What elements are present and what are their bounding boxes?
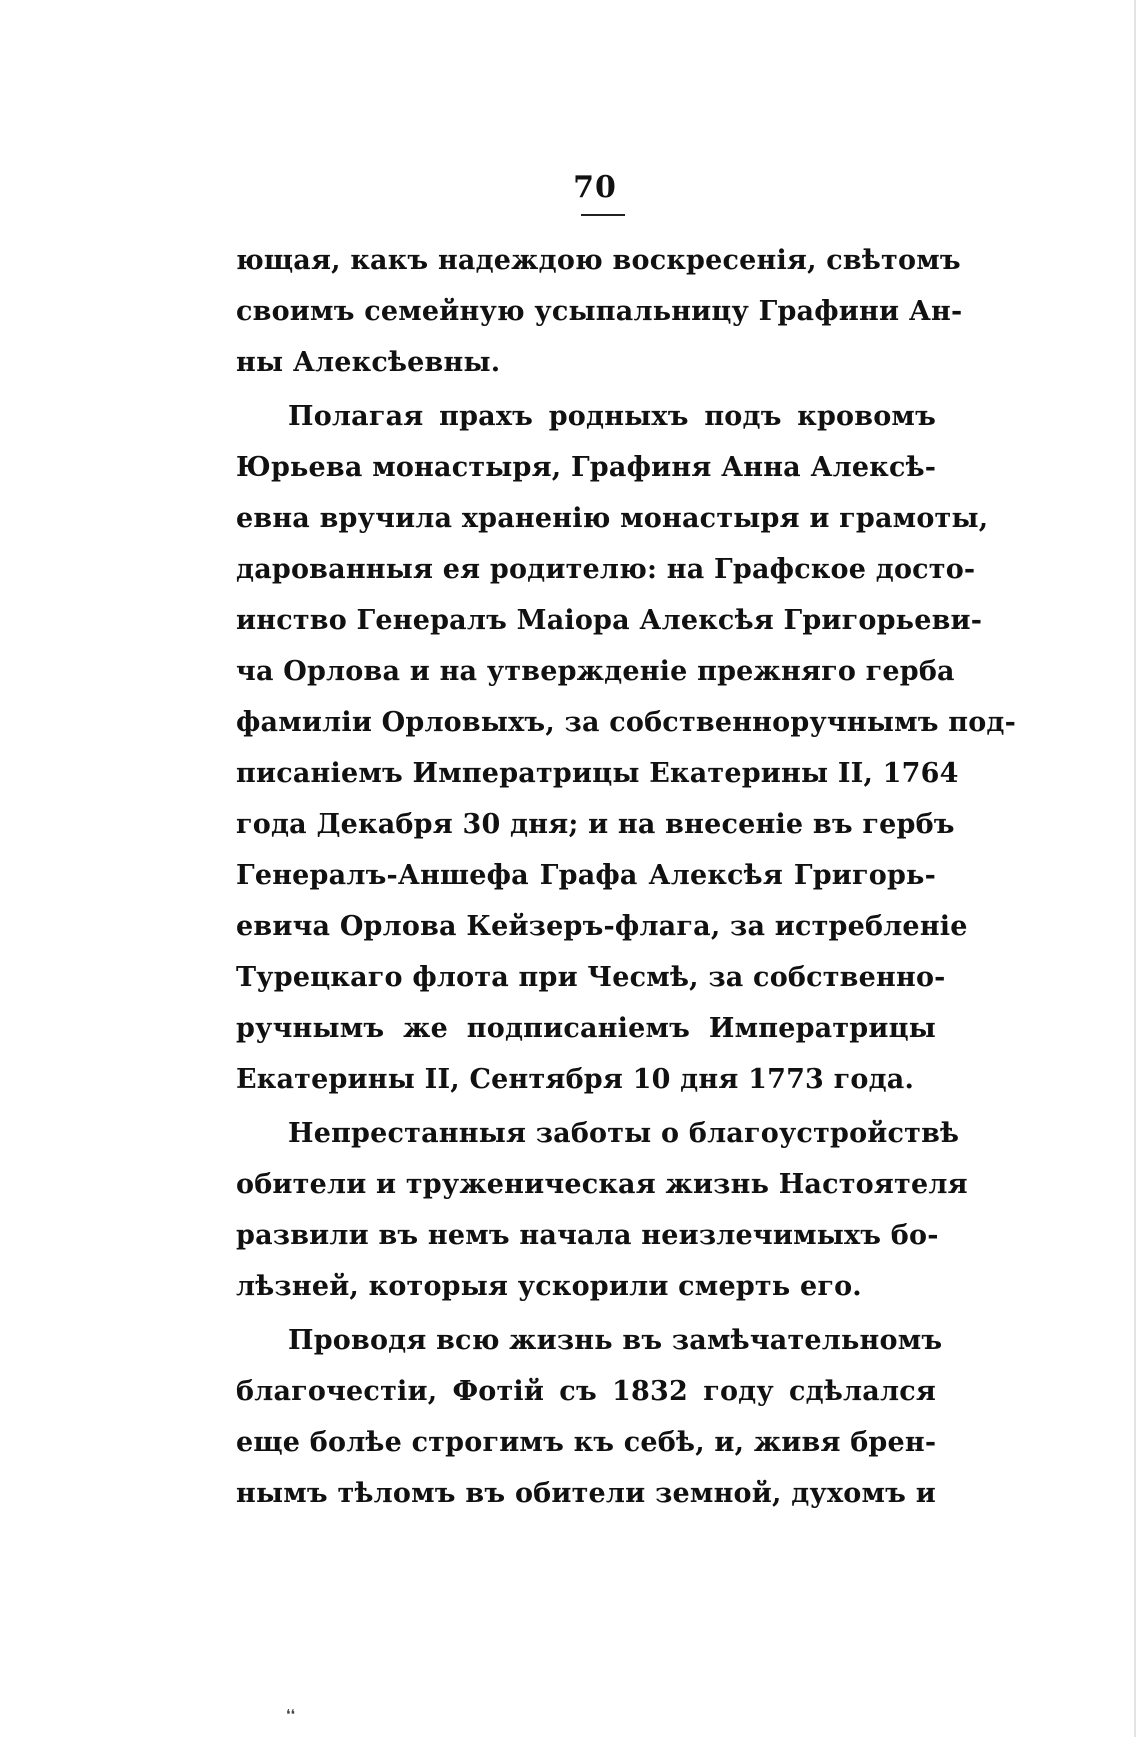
text-line: Полагая прахъ родныхъ подъ кровомъ [288, 401, 936, 432]
text-line: развили въ немъ начала неизлечимыхъ бо- [236, 1220, 939, 1251]
text-line: инство Генералъ Маіора Алексѣя Григорьеви- [236, 605, 983, 636]
text-line: благочестіи, Фотій съ 1832 году сдѣлался [236, 1376, 936, 1407]
text-line: ющая, какъ надеждою воскресенія, свѣтомъ [236, 245, 961, 276]
page-number-rule [581, 214, 625, 216]
scan-edge-shadow [1134, 0, 1136, 1737]
text-line: лѣзней, которыя ускорили смерть его. [236, 1271, 862, 1302]
text-line: Екатерины II, Сентября 10 дня 1773 года. [236, 1064, 915, 1095]
body-text [236, 235, 1017, 1519]
text-line: ча Орлова и на утвержденіе прежняго герба [236, 656, 955, 687]
text-line: нымъ тѣломъ въ обители земной, духомъ и [236, 1478, 936, 1509]
scan-speck: ❛❛ [286, 1707, 296, 1723]
text-line: года Декабря 30 дня; и на внесеніе въ гербъ [236, 809, 955, 840]
text-line: писаніемъ Императрицы Екатерины II, 1764 [236, 758, 959, 789]
text-line: евича Орлова Кейзеръ-флага, за истребленіе [236, 911, 968, 942]
text-line: Генералъ-Аншефа Графа Алексѣя Григорь- [236, 860, 936, 891]
text-line: обители и труженическая жизнь Настоятеля [236, 1169, 968, 1200]
text-line: Юрьева монастыря, Графиня Анна Алексѣ- [236, 452, 937, 483]
text-line: еще болѣе строгимъ къ себѣ, и, живя брен- [236, 1427, 937, 1458]
page-number: 70 [573, 170, 617, 205]
text-line: ны Алексѣевны. [236, 347, 501, 378]
text-line: евна вручила храненію монастыря и грамоты, [236, 503, 989, 534]
text-line: Проводя всю жизнь въ замѣчательномъ [288, 1325, 943, 1356]
text-line: своимъ семейную усыпальницу Графини Ан- [236, 296, 963, 327]
text-line: дарованныя ея родителю: на Графское досто- [236, 554, 976, 585]
text-line: фамиліи Орловыхъ, за собственноручнымъ под- [236, 707, 1017, 738]
text-line: Турецкаго флота при Чесмѣ, за собственно- [236, 962, 946, 993]
text-line: ручнымъ же подписаніемъ Императрицы [236, 1013, 936, 1044]
text-line: Непрестанныя заботы о благоустройствѣ [288, 1118, 960, 1149]
